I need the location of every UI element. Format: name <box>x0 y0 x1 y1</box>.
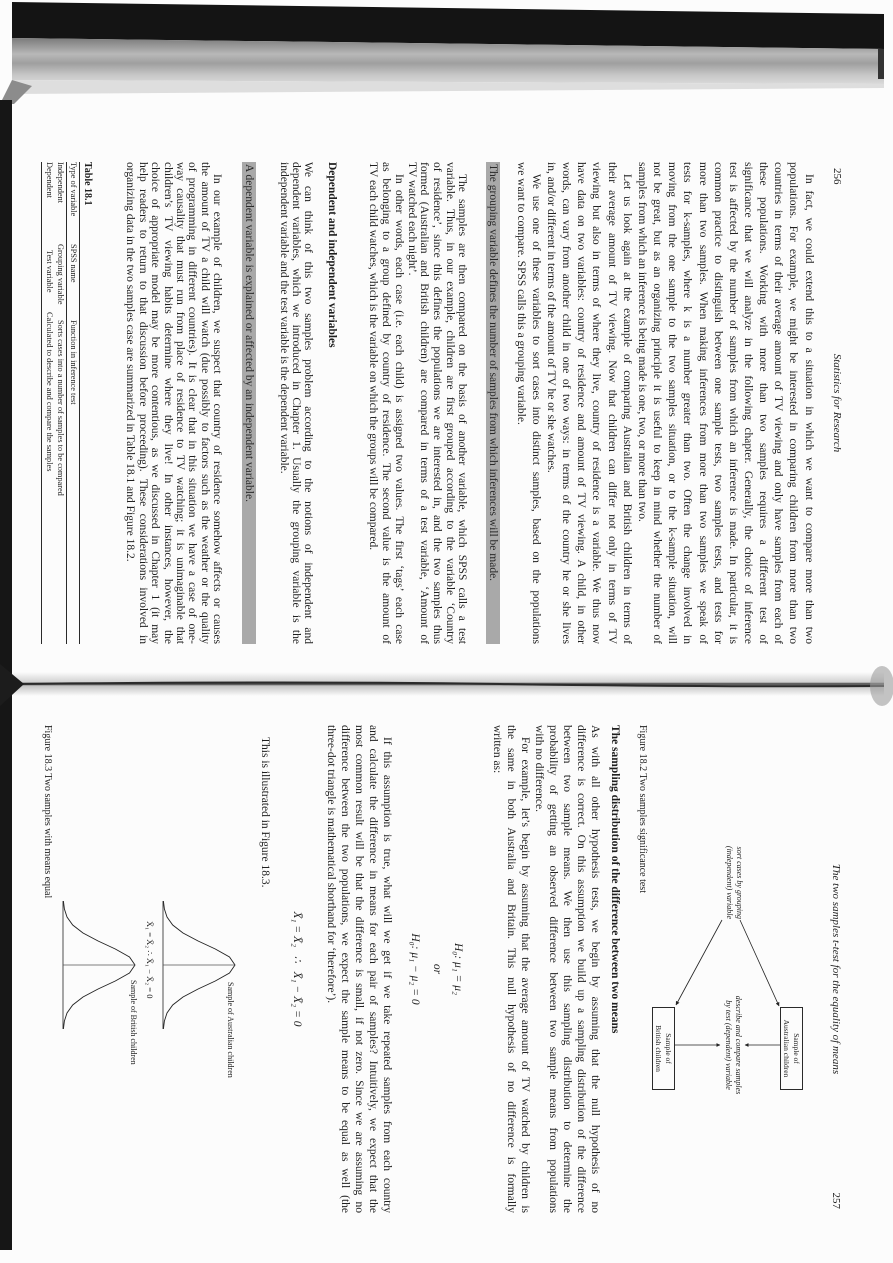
page-number: 257 <box>830 1192 842 1209</box>
figure-caption: Figure 18.3 Two samples with means equal <box>42 725 53 899</box>
paragraph <box>367 162 405 644</box>
body-section-3 <box>258 725 272 1213</box>
box-label-line: Sample of <box>664 1033 673 1064</box>
text-line: difference between the two populations, we expect the sample means to be equal as well (the <box>339 725 351 1213</box>
paragraph <box>543 162 634 644</box>
equation-or: or <box>431 963 443 975</box>
table-18-1 <box>41 162 80 644</box>
section-heading: Dependent and independent variables <box>326 162 338 348</box>
table-header-row <box>66 162 79 644</box>
table-caption: Table 18.1 <box>82 162 93 206</box>
equation-null-difference: H₀: μ₁ − μ₂ = 0 <box>409 933 421 1005</box>
text-line: significance that we will analyze in the following chapter. Generally, the choice of inference <box>741 162 754 644</box>
table-cell: Test variable <box>45 250 54 293</box>
table-cell: Grouping variable <box>56 244 65 305</box>
text-line: have data on two variables: country of residence and amount of TV viewing. A child, in other <box>575 162 588 644</box>
paragraph <box>124 162 223 644</box>
text-line: countries in terms of their average amount of TV viewing and only have samples from each of <box>772 162 785 644</box>
text-line: children’s TV viewing habits determine where they live! In other instances, however, the <box>161 162 174 644</box>
text-line: words, can vary from another child in one of two ways: in terms of the country he or she lives <box>560 162 573 644</box>
text-line: and calculate the difference in means for each pair of samples? Intuitively, we expect that the <box>367 725 379 1213</box>
text-line: common practice to distinguish between one sample tests, two samples tests, and tests for <box>711 162 724 644</box>
text-line: written as: <box>491 725 503 774</box>
table-cell: Independent <box>56 162 65 204</box>
australian-sample-box <box>780 1007 803 1090</box>
paragraph <box>405 162 469 644</box>
figure-18-2-arrows <box>648 725 848 1213</box>
page-257 <box>36 725 848 1213</box>
paragraph <box>532 725 602 1213</box>
body-section-2 <box>324 725 394 1213</box>
text-line: In our example of children, we suspect that country of residence somehow affects or causes <box>211 174 224 644</box>
paragraph <box>490 725 532 1213</box>
text-line: with no difference. <box>533 725 545 812</box>
text-line: formed (Australian and British children) are compared in terms of a test variable, ‘Amount of <box>418 162 431 644</box>
text-line: organizing data in the two samples case are summarized in Table 18.1 and Figure 18.2. <box>124 162 137 562</box>
box-label-line: British children <box>654 1025 664 1072</box>
table-cell: Dependent <box>45 162 54 198</box>
arrow-to-australian-sample <box>740 920 779 1006</box>
text-line: not be great, but as an organizing principle it is useful to keep in mind whether the number of <box>651 162 664 644</box>
equation-null-hypothesis: H₀: μ₁ = μ₂ <box>452 942 464 996</box>
text-line: The samples are then compared on the basis of another variable, which SPSS calls a test <box>456 174 469 644</box>
text-line: of programming in different countries). It is clear that in this situation we have a case of one- <box>186 162 199 644</box>
text-line: probability of getting an observed difference between two sample means from populations <box>547 725 559 1213</box>
text-line: viewing but also in terms of where they live, country of residence is a variable. We thus now <box>590 162 603 644</box>
text-line: In fact, we could extend this to a situation in which we want to compare more than two <box>802 174 815 644</box>
text-line: more than two samples. When making inferences from more than two samples we speak of <box>696 162 709 644</box>
text-line: most common result will be that the difference is small, if not zero. Since we are assuming no <box>353 725 365 1213</box>
body-section-4 <box>124 162 223 644</box>
text-line: As with all other hypothesis tests, we begin by assuming that the null hypothesis of no <box>589 725 601 1213</box>
table-row <box>55 162 66 644</box>
paragraph <box>278 162 314 644</box>
text-line: populations. For example, we might be interested in comparing children from more than two <box>787 162 800 644</box>
text-line: test is affected by the number of samples from which an inference is made. In particular, it is <box>726 162 739 644</box>
column-header: SPSS name <box>69 244 78 283</box>
paragraph <box>512 162 542 644</box>
text-line: This is illustrated in Figure 18.3. <box>259 737 271 888</box>
test-variable-label <box>723 983 743 1107</box>
text-line: We can think of this two samples problem according to the notions of independent and <box>302 162 314 644</box>
label-line: sort cases by grouping <box>735 846 744 919</box>
body-section-1 <box>490 725 602 1213</box>
text-line: TV each child watches, which is the variable on which the groups will be compared. <box>367 162 380 551</box>
label-line: (independent) variable <box>725 845 734 919</box>
text-line: If this assumption is true, what will we get if we take repeated samples from each country <box>381 737 393 1213</box>
edge-tick <box>878 49 884 79</box>
section-heading: The sampling distribution of the difference between two means <box>609 725 621 1034</box>
text-line: TV watched each night’. <box>405 162 418 276</box>
text-line: of residence’, since this defines the populations we are interested in, and the two samples thus <box>431 162 443 644</box>
table-row <box>44 162 55 644</box>
callout-dependent-variable: A dependent variable is explained or affected by an independent variable. <box>242 162 256 644</box>
text-line: as belonging to a group defined by country of residence. The second value is the amount of <box>380 162 393 644</box>
text-line: variable. Thus, in our example, children are first grouped according to the variable ‘Country <box>443 162 456 644</box>
arrow-to-british-sample <box>676 920 722 1005</box>
text-line: In other words, each case (i.e. each child) is assigned two values. The first ‘tags’ each case <box>392 174 405 644</box>
column-header: Type of variable <box>69 162 78 217</box>
page-number: 256 <box>831 168 843 185</box>
column-header: Function in inference test <box>69 320 78 405</box>
body-section-1 <box>512 162 815 644</box>
text-line: dependent variables, which we introduced in Chapter 1. Usually the grouping variable is the <box>290 162 302 644</box>
equation-sample-means: X̄₁ = X̄₂ ∴ X̄₁ − X̄₂ = 0 <box>291 911 303 1027</box>
paragraph <box>258 725 272 1213</box>
text-line: their average amount of TV viewing. Now that children can differ not only in terms of TV <box>605 162 618 644</box>
paragraph <box>324 725 394 1213</box>
box-label-line: Australian children <box>782 1019 792 1078</box>
text-line: samples from which an inference is being made is one, two, or more than two. <box>635 162 648 522</box>
table-cell: Calculated to describe and compare the samples <box>45 312 54 472</box>
running-title: The two samples t-test for the equality of means <box>830 863 842 1075</box>
paragraph <box>634 162 816 644</box>
label-line: describe and compare samples <box>734 995 743 1095</box>
text-line: the same in both Australia and Britain. This null hypothesis of no difference is formally <box>505 725 517 1213</box>
text-line: moving from the one sample to the two samples situation, or to the k-sample situation, will <box>666 162 679 644</box>
callout-grouping-variable: The grouping variable defines the number of samples from which inferences will be made. <box>486 162 500 644</box>
text-line: independent variable and the test variable is the dependent variable. <box>278 162 290 474</box>
page-256 <box>35 162 850 644</box>
text-line: tests for k-samples, where k is a number greater than two. Often the change involved in <box>681 162 694 644</box>
running-title: Statistics for Research <box>831 353 843 453</box>
running-header <box>830 162 844 644</box>
text-line: For example, let’s begin by assuming that the average amount of TV watched by children is <box>519 737 531 1213</box>
text-line: choice of appropriate model may be more contentious, as we discussed in Chapter 1 (it may <box>149 162 162 644</box>
body-section-3 <box>278 162 314 644</box>
text-line: way causality that must run from place of residence to TV watching; it is unimaginable that <box>173 162 186 644</box>
text-line: we want to compare. SPSS calls this a grouping variable. <box>514 162 527 425</box>
text-line: the amount of TV a child will watch (due possibly to factors such as the weather or the quality <box>198 162 211 644</box>
text-line: Let us look again at the example of comparing Australian and British children in terms of <box>620 174 633 644</box>
text-line: in, and/or different in terms of the amount of TV he or she watches. <box>544 162 557 473</box>
box-label-line: Sample of <box>792 1033 801 1064</box>
australian-curve-label: Sample of Australian children <box>226 982 235 1078</box>
fold-right-shadow <box>870 666 893 706</box>
text-line: between two sample means. We then use this sampling distribution to determine the <box>561 725 573 1213</box>
body-section-2 <box>367 162 469 644</box>
table-cell: Sorts cases into a number of samples to be compared <box>56 320 65 496</box>
text-line: three-dot triangle is mathematical shorthand for ‘therefore’). <box>325 725 337 1004</box>
figure-caption: Figure 18.2 Two samples significance test <box>637 725 648 893</box>
british-sample-box <box>652 1007 675 1090</box>
label-line: by test (dependent) variable <box>724 1000 733 1090</box>
text-line: help readers to return to that discussion before proceeding). These considerations involved in <box>136 162 149 644</box>
means-equal-label: X̄₁ = X̄₂ ∴ X̄₁ − X̄₂ = 0 <box>145 921 155 999</box>
text-line: difference is correct. On this assumption we build up a sampling distribution of the difference <box>575 725 587 1213</box>
british-curve-label: Sample of British children <box>129 980 138 1065</box>
grouping-variable-label <box>724 809 744 919</box>
text-line: We use one of these variables to sort cases into distinct samples, based on the populations <box>529 174 542 644</box>
text-line: these populations. Working with more than two samples requires a different test of <box>757 162 770 644</box>
